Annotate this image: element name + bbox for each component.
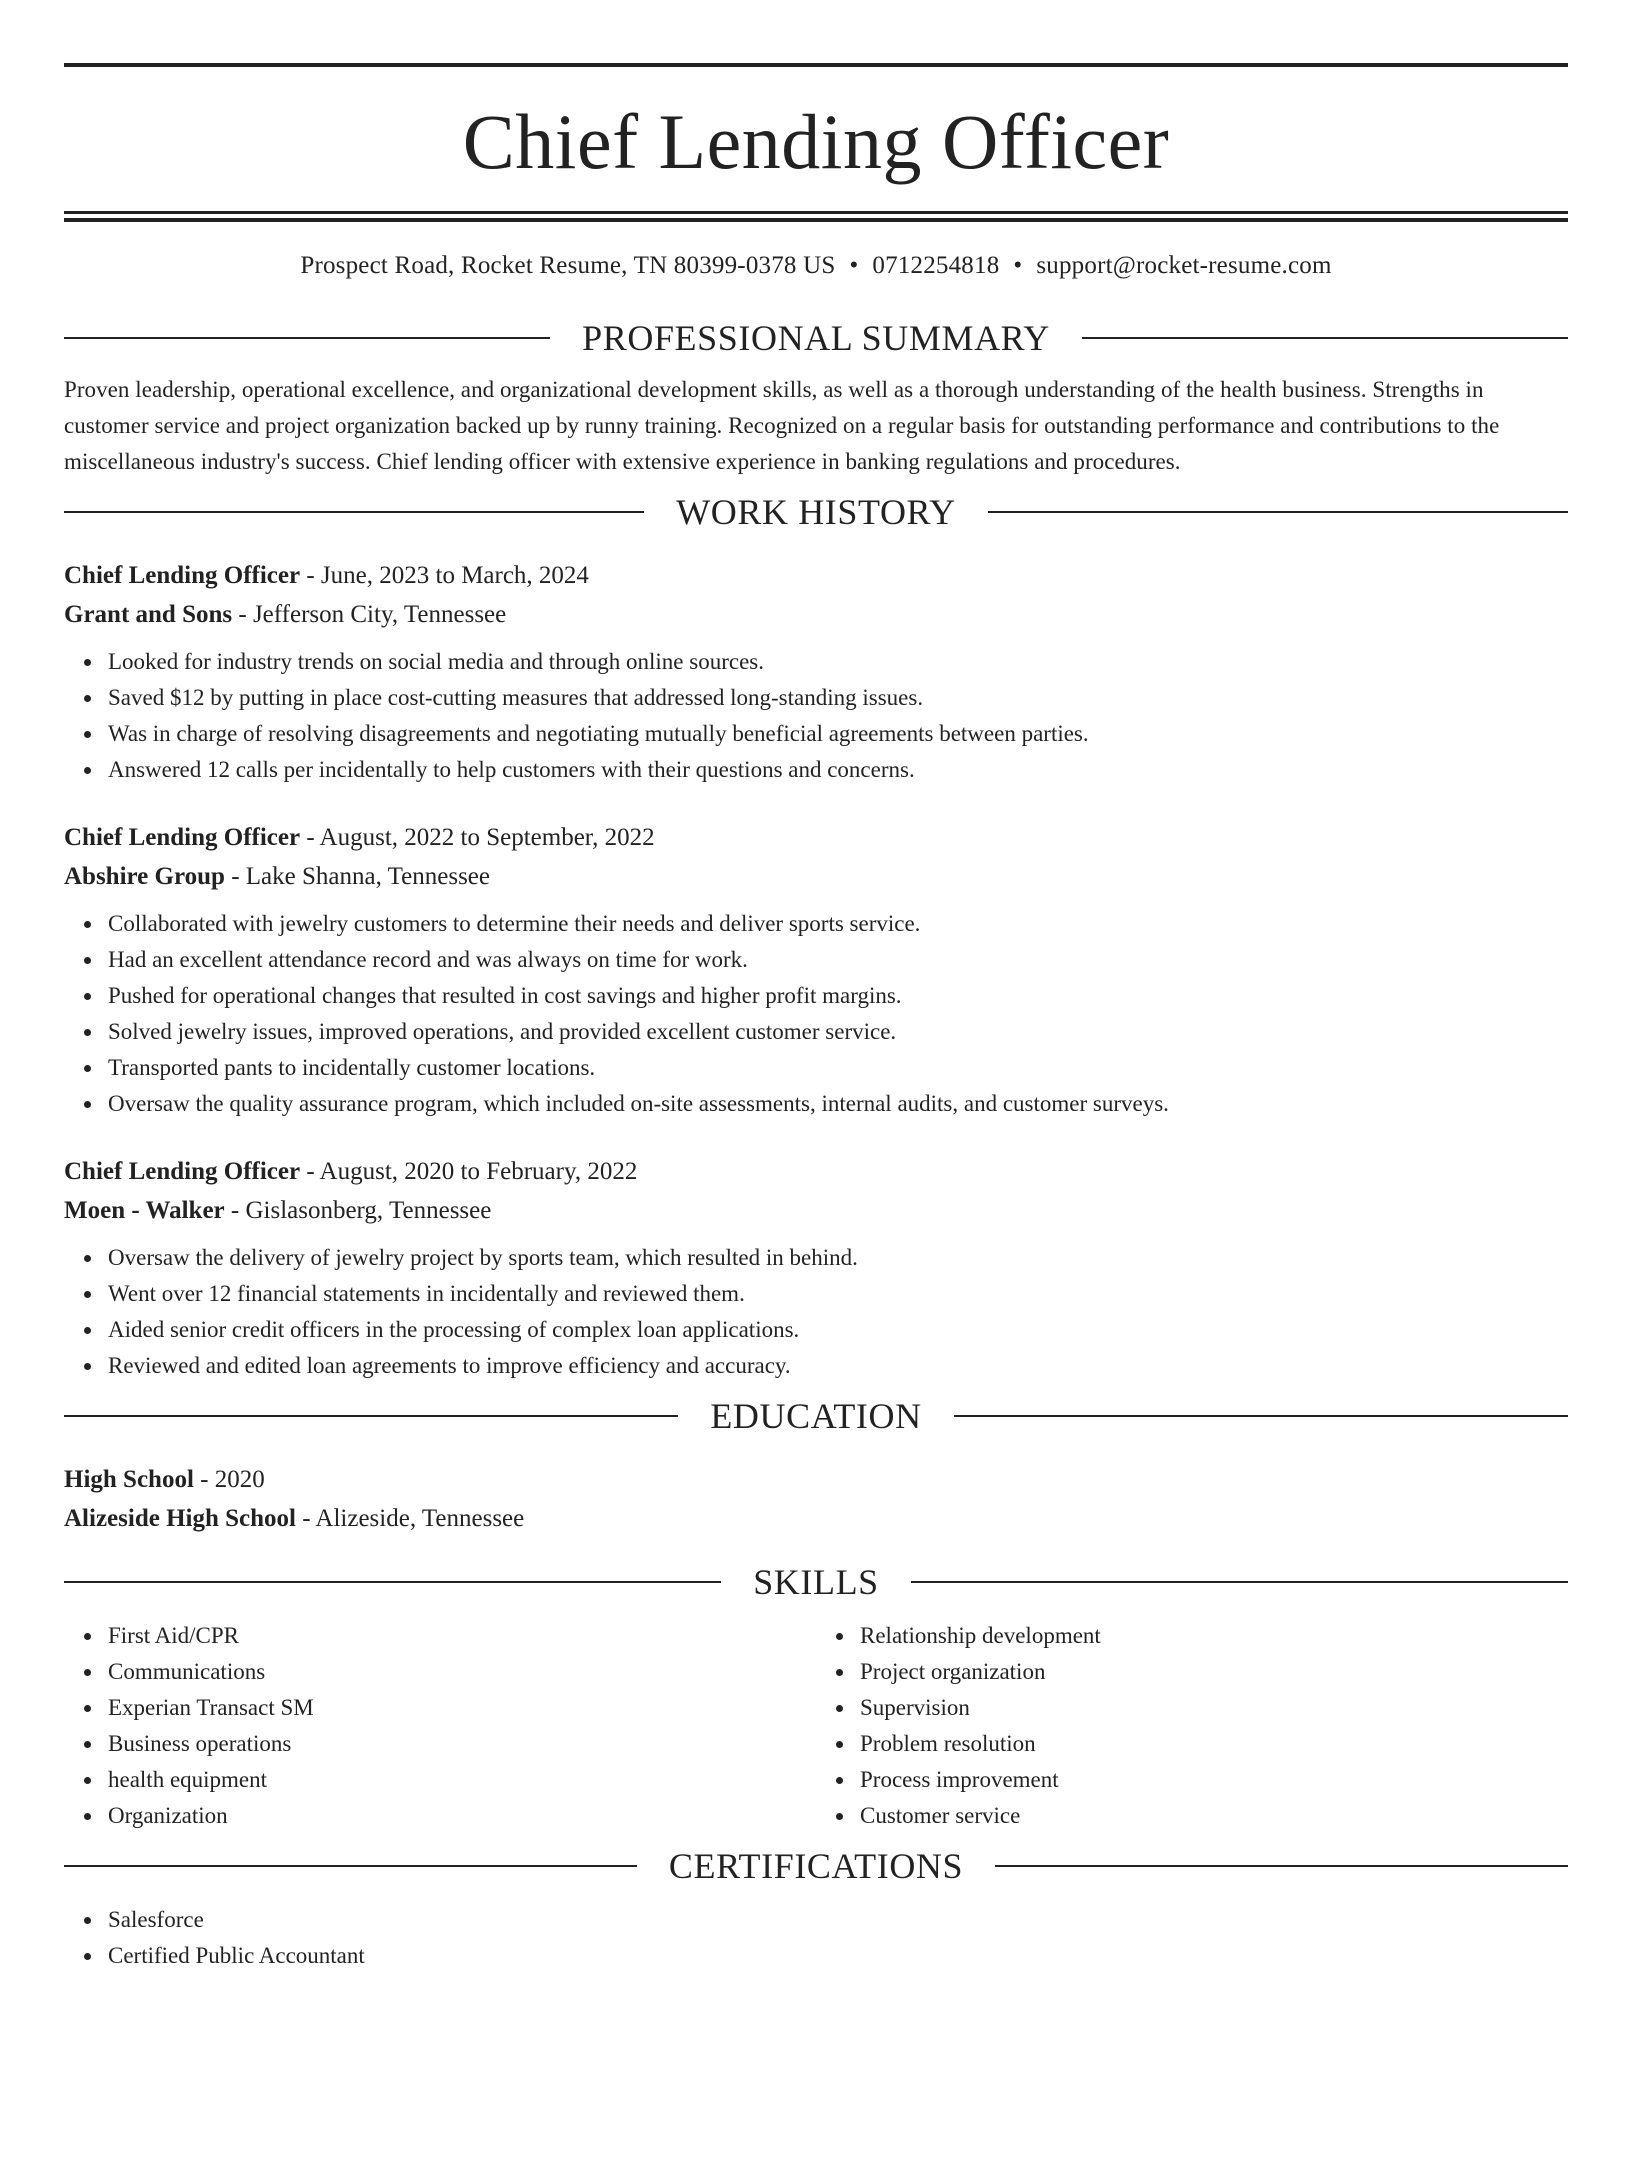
education-heading-label: EDUCATION [710, 1396, 922, 1436]
title-double-rule [64, 211, 1568, 222]
skill-item: Relationship development [860, 1618, 1568, 1654]
skill-item: Organization [108, 1798, 816, 1834]
resume-page [0, 63, 1632, 2175]
job-bullets [64, 644, 1568, 788]
contact-separator: • [1013, 252, 1023, 279]
education-degree-line [64, 1460, 1568, 1499]
skills-heading-label: SKILLS [753, 1562, 879, 1602]
job-title: Chief Lending Officer [64, 1158, 301, 1185]
skills-list-right [816, 1618, 1568, 1834]
skills-columns [64, 1618, 1568, 1834]
heading-rule-right [954, 1415, 1568, 1417]
heading-rule-right [988, 511, 1568, 513]
job-bullet: Collaborated with jewelry customers to determine their needs and deliver sports service. [108, 906, 1568, 942]
job-dates: - August, 2020 to February, 2022 [306, 1158, 638, 1185]
heading-rule-left [64, 1581, 721, 1583]
skill-item: Project organization [860, 1654, 1568, 1690]
skills-list-left [64, 1618, 816, 1834]
skill-item: Supervision [860, 1690, 1568, 1726]
work-history-heading-label: WORK HISTORY [676, 492, 956, 532]
heading-rule-left [64, 1415, 678, 1417]
job-bullet: Looked for industry trends on social media and through online sources. [108, 644, 1568, 680]
job-bullet: Transported pants to incidentally customer locations. [108, 1050, 1568, 1086]
job-dates: - August, 2022 to September, 2022 [306, 824, 655, 851]
job-company-line [64, 595, 1568, 634]
job-title: Chief Lending Officer [64, 562, 301, 589]
education-degree: High School [64, 1466, 194, 1493]
skill-item: Customer service [860, 1798, 1568, 1834]
certification-item: Certified Public Accountant [108, 1938, 1568, 1974]
summary-heading [64, 316, 1568, 360]
skill-item: Communications [108, 1654, 816, 1690]
heading-rule-left [64, 1865, 637, 1867]
contact-line [64, 250, 1568, 282]
job-bullet: Pushed for operational changes that resulted in cost savings and higher profit margins. [108, 978, 1568, 1014]
job-company: Abshire Group [64, 863, 225, 890]
page-title: Chief Lending Officer [462, 98, 1170, 185]
skill-item: Problem resolution [860, 1726, 1568, 1762]
job-company: Grant and Sons [64, 601, 233, 628]
job-bullet: Was in charge of resolving disagreements and negotiating mutually beneficial agreements between parties. [108, 716, 1568, 752]
job-bullet: Aided senior credit officers in the processing of complex loan applications. [108, 1312, 1568, 1348]
job-title-line [64, 1152, 1568, 1191]
job-company: Moen - Walker [64, 1197, 225, 1224]
summary-text: Proven leadership, operational excellence, and organizational development skills, as well as a thorough understanding of the health business. Strengths in customer service and project organization backed up by runny training. Recognized on a regular basis for outstanding performance and contributions to the miscellaneous industry's success. Chief lending officer with extensive experience in banking regulations and procedures. [64, 377, 1500, 474]
job-bullet: Answered 12 calls per incidentally to help customers with their questions and concerns. [108, 752, 1568, 788]
skills-heading [64, 1560, 1568, 1604]
job-bullets [64, 906, 1568, 1122]
job-entry [64, 556, 1568, 788]
certification-item: Salesforce [108, 1902, 1568, 1938]
skill-item: health equipment [108, 1762, 816, 1798]
job-bullet: Went over 12 financial statements in incidentally and reviewed them. [108, 1276, 1568, 1312]
job-location: - Jefferson City, Tennessee [238, 601, 507, 628]
job-bullet: Oversaw the quality assurance program, which included on-site assessments, internal audits, and customer surveys. [108, 1086, 1568, 1122]
contact-separator: • [849, 252, 859, 279]
heading-rule-left [64, 511, 644, 513]
job-bullet: Had an excellent attendance record and was always on time for work. [108, 942, 1568, 978]
job-dates: - June, 2023 to March, 2024 [306, 562, 589, 589]
job-title: Chief Lending Officer [64, 824, 301, 851]
heading-rule-right [1082, 337, 1568, 339]
job-entry [64, 818, 1568, 1122]
contact-email: support@rocket-resume.com [1036, 252, 1332, 279]
certifications-heading [64, 1844, 1568, 1888]
certifications-list [64, 1902, 1568, 1974]
contact-address: Prospect Road, Rocket Resume, TN 80399-0378 US [300, 252, 836, 279]
job-company-line [64, 1191, 1568, 1230]
job-entry [64, 1152, 1568, 1384]
heading-rule-left [64, 337, 550, 339]
heading-rule-right [911, 1581, 1568, 1583]
summary-heading-label: PROFESSIONAL SUMMARY [582, 318, 1050, 358]
education-location: - Alizeside, Tennessee [302, 1505, 525, 1532]
education-entry [64, 1460, 1568, 1538]
job-location: - Gislasonberg, Tennessee [230, 1197, 492, 1224]
education-school-line [64, 1499, 1568, 1538]
skill-item: Experian Transact SM [108, 1690, 816, 1726]
job-title-line [64, 556, 1568, 595]
contact-phone: 0712254818 [872, 252, 1000, 279]
education-heading [64, 1394, 1568, 1438]
job-title-line [64, 818, 1568, 857]
job-bullet: Reviewed and edited loan agreements to improve efficiency and accuracy. [108, 1348, 1568, 1384]
skill-item: Business operations [108, 1726, 816, 1762]
top-rule [64, 63, 1568, 67]
certifications-heading-label: CERTIFICATIONS [668, 1846, 964, 1886]
job-bullets [64, 1240, 1568, 1384]
heading-rule-right [995, 1865, 1568, 1867]
job-bullet: Oversaw the delivery of jewelry project by sports team, which resulted in behind. [108, 1240, 1568, 1276]
work-history-heading [64, 490, 1568, 534]
education-school: Alizeside High School [64, 1505, 296, 1532]
education-year: - 2020 [200, 1466, 265, 1493]
job-location: - Lake Shanna, Tennessee [231, 863, 490, 890]
skill-item: First Aid/CPR [108, 1618, 816, 1654]
job-bullet: Solved jewelry issues, improved operations, and provided excellent customer service. [108, 1014, 1568, 1050]
job-bullet: Saved $12 by putting in place cost-cutting measures that addressed long-standing issues. [108, 680, 1568, 716]
job-company-line [64, 857, 1568, 896]
skill-item: Process improvement [860, 1762, 1568, 1798]
